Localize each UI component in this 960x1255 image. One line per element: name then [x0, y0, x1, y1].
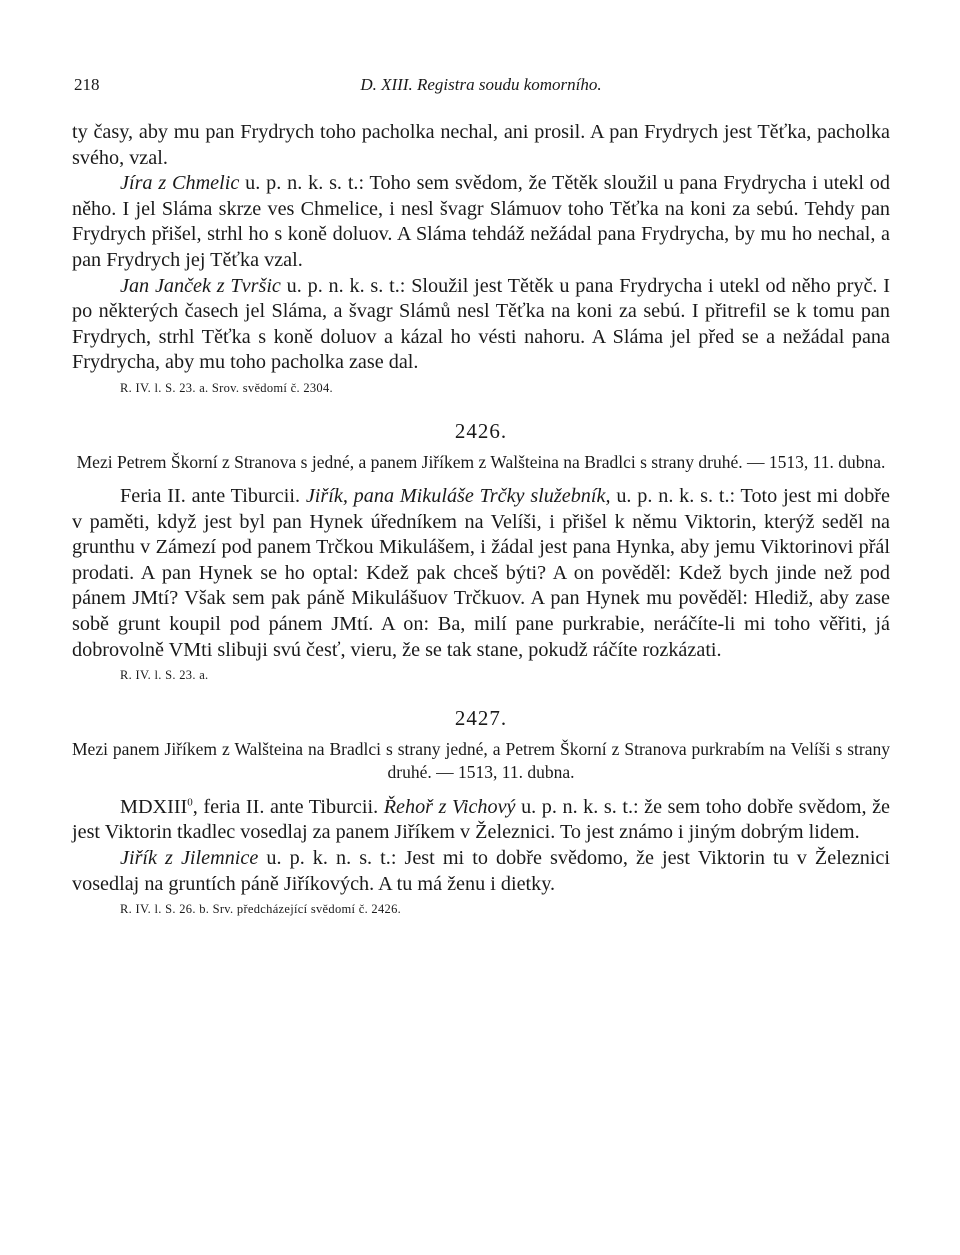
testimony-text: u. p. n. k. s. t.: Toto jest mi dobře v paměti, když jest byl pan Hynek úředníkem na Velíši, i přišel k němu Viktorin, kterýž seděl na grunthu v Zámezí pod panem Trčkou Mikulášem, i žádal jest pana Hynka, aby jemu Viktorinovi přál prodati. A pan Hynek se ho optal: Kdež pak chceš býti? A on pověděl: Kdež bych jinde než pod pánem JMtí? Však sem pak páně Mikulášuov Trčkuov. A pan Hynek mu pověděl: Hlediž, aby zase sobě grunt koupil pod pánem JMtí. A on: Ba, milí pane purkrabie, neráčíte-li mi toho věřiti, já dobrovolně VMti slibuji svú česť, vieru, že se tak stane, pokudž ráčíte rozkázati. [72, 485, 890, 661]
testimony-text: u. p. n. k. s. t.: Sloužil jest Tětěk u pana Frydrycha i utekl od něho pryč. I po některých časech jel Sláma, a švagr Slámů nesl Těťka na koni za sebú. I přitrefil se k tomu pan Frydrych, strhl Těťka s koně doluov a kázal ho vésti nahoru. A Sláma jel před se a nežádal pana Frydrycha, aby mu toho pacholka zase dal. [72, 274, 890, 374]
date-superscript: 0 [187, 796, 193, 809]
running-title: D. XIII. Registra soudu komorního. [360, 75, 602, 94]
entry-caption: Mezi Petrem Škorní z Stranova s jedné, a panem Jiříkem z Walšteina na Bradlci s strany druhé. — 1513, 11. dubna. [76, 451, 886, 472]
testimony-jan-jancek [72, 274, 890, 376]
entry-number: 2426. [454, 418, 508, 443]
entry-number: 2427. [454, 706, 508, 731]
date-lead: Feria II. ante Tiburcii. [120, 485, 306, 508]
witness-name: Řehoř z Vichový [383, 795, 516, 818]
paragraph-text: ty časy, aby mu pan Frydrych toho pacholka nechal, ani prosil. A pan Frydrych jest Těťka, pacholka svého, vzal. [72, 121, 890, 169]
source-reference: R. IV. l. S. 23. a. [120, 668, 209, 683]
witness-name: Jan Janček z Tvršic [120, 274, 281, 297]
page [72, 72, 890, 921]
source-reference: R. IV. l. S. 23. a. Srov. svědomí č. 2304. [120, 380, 333, 395]
witness-name: Jíra z Chmelic [120, 172, 240, 195]
date-lead: MDXIII [120, 795, 188, 818]
entry-caption: Mezi panem Jiříkem z Walšteina na Bradlci s strany jedné, a Petrem Škorní z Stranova purkrabím na Velíši s strany druhé. — 1513, 11. dubna. [72, 738, 890, 783]
testimony-text: u. p. k. n. s. t.: Jest mi to dobře svědomo, že jest Viktorin tu v Železnici vosedlaj na gruntích páně Jiříkových. A tu má ženu i dietky. [72, 846, 890, 895]
date-lead-rest: , feria II. ante Tiburcii. [192, 795, 384, 818]
page-header [72, 72, 890, 98]
testimony-jira [72, 171, 890, 273]
source-reference: R. IV. l. S. 26. b. Srv. předcházející svědomí č. 2426. [120, 902, 402, 917]
testimony-jirik-jilemnice [72, 846, 890, 897]
witness-name: Jiřík z Jilemnice [120, 846, 259, 869]
testimony-jirik [72, 484, 890, 663]
paragraph-continuation [72, 120, 890, 171]
witness-name: Jiřík, pana Mikuláše Trčky služebník, [305, 485, 611, 508]
page-number: 218 [74, 75, 100, 94]
testimony-text: u. p. n. k. s. t.: Toho sem svědom, že Tětěk sloužil u pana Frydrycha i utekl od něho. I jel Sláma skrze ves Chmelice, i nesl švagr Slámuov toho Těťka na koni za sebú. Tehdy pan Frydrych přišel, strhl ho s koně doluov. A Sláma tehdáž nežádal pana Frydrycha, by mu ho nechal, a pan Frydrych jej Těťka vzal. [72, 172, 890, 271]
testimony-text: u. p. n. k. s. t.: že sem toho dobře svědom, že jest Viktorin tkadlec vosedlaj za panem Jiříkem v Železnici. To jest známo i jiným dobrým lidem. [72, 795, 891, 844]
testimony-rehor [72, 795, 890, 846]
